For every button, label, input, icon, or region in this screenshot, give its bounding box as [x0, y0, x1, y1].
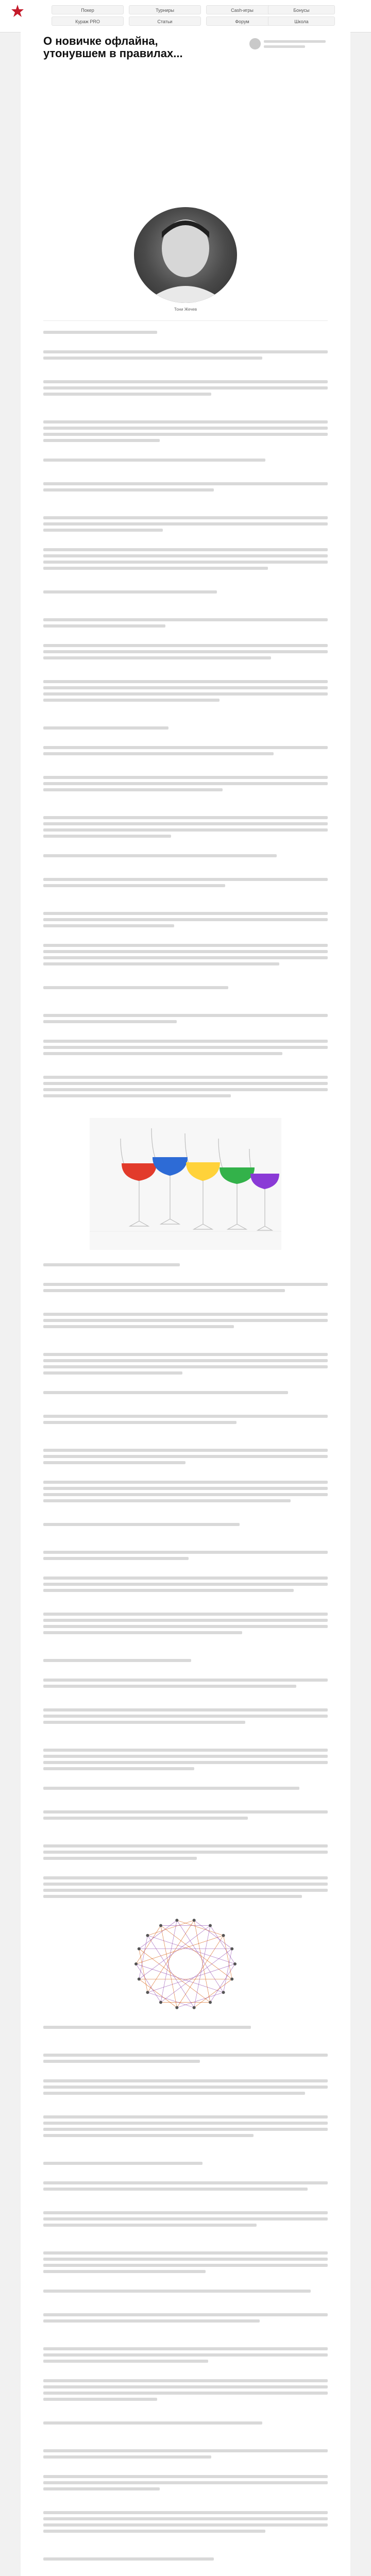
date-line — [264, 45, 305, 48]
article-paragraph — [43, 2475, 328, 2494]
article-paragraph — [43, 2511, 328, 2536]
article-paragraph — [43, 1787, 328, 1793]
article-paragraph — [43, 1708, 328, 1727]
article-paragraph — [43, 2347, 328, 2366]
article-paragraph — [43, 1810, 328, 1823]
article-paragraph — [43, 2557, 328, 2564]
article-paragraph — [43, 2449, 328, 2462]
article-paragraph — [43, 1353, 328, 1378]
article-paragraph — [43, 420, 328, 445]
nav-item-bonuses[interactable]: Бонусы — [268, 5, 335, 14]
diagram-node — [209, 2001, 212, 2004]
article-paragraph — [43, 590, 328, 597]
article-paragraph — [43, 2162, 328, 2168]
article-paragraph — [43, 350, 328, 363]
article-paragraph — [43, 746, 328, 758]
diagram-node — [193, 1919, 196, 1922]
diagram-node — [193, 2006, 196, 2009]
article-paragraph — [43, 854, 328, 860]
article-paragraph — [43, 2026, 328, 2032]
diagram-node — [175, 1919, 178, 1922]
article-paragraph — [43, 680, 328, 705]
article-paragraph — [43, 2251, 328, 2276]
diagram-image — [121, 1912, 250, 2015]
article-paragraph — [43, 1415, 328, 1427]
article-paragraph — [43, 1844, 328, 1863]
article-paragraph — [43, 2379, 328, 2404]
article-title: О новичке офлайна, утонувшем в правилах... — [43, 35, 183, 60]
article-paragraph — [43, 1076, 328, 1100]
article-paragraph — [43, 380, 328, 399]
author-line — [264, 40, 326, 43]
article-paragraph — [43, 1481, 328, 1505]
diagram-node — [230, 1977, 233, 1980]
diagram-node — [233, 1962, 237, 1965]
diagram-node — [159, 2001, 162, 2004]
article-paragraph — [43, 1749, 328, 1773]
article-paragraph — [43, 1449, 328, 1467]
author-portrait — [134, 207, 237, 303]
article-paragraph — [43, 816, 328, 841]
site-logo[interactable] — [4, 3, 31, 30]
diagram-node — [138, 1977, 141, 1980]
diagram-node — [146, 1991, 149, 1994]
article-paragraph — [43, 618, 328, 631]
author-avatar — [249, 38, 261, 49]
article-paragraph — [43, 2054, 328, 2066]
nav-item-school[interactable]: Школа — [268, 16, 335, 26]
article-paragraph — [43, 912, 328, 930]
wine-glasses-image — [90, 1118, 281, 1250]
article-paragraph — [43, 2181, 328, 2194]
diagram-node — [230, 1947, 233, 1951]
article-paragraph — [43, 1263, 328, 1269]
article-paragraph — [43, 2313, 328, 2326]
star-icon — [11, 4, 24, 18]
article-meta — [249, 37, 328, 58]
nav-item-forum[interactable]: Форум — [206, 16, 278, 26]
article-paragraph — [43, 726, 328, 733]
diagram-node — [159, 1924, 162, 1927]
nav-item-poker[interactable]: Покер — [52, 5, 124, 14]
diagram-node — [138, 1947, 141, 1951]
article-paragraph — [43, 1523, 328, 1529]
article-paragraph — [43, 482, 328, 495]
article-paragraph — [43, 2290, 328, 2296]
article-paragraph — [43, 1659, 328, 1665]
portrait-caption: Тони Жечев — [174, 307, 197, 312]
article-paragraph — [43, 548, 328, 573]
article-paragraph — [43, 1577, 328, 1595]
article-paragraph — [43, 1283, 328, 1295]
article-paragraph — [43, 2079, 328, 2098]
diagram-node — [222, 1934, 225, 1937]
diagram-node — [146, 1934, 149, 1937]
network-diagram — [121, 1912, 250, 2015]
diagram-node — [222, 1991, 225, 1994]
article-paragraph — [43, 331, 328, 337]
nav-item-articles[interactable]: Статьи — [129, 16, 201, 26]
glasses-photo — [90, 1118, 281, 1250]
article-paragraph — [43, 2421, 328, 2428]
diagram-node — [175, 2006, 178, 2009]
site-header — [0, 0, 371, 32]
article-paragraph — [43, 776, 328, 794]
article-paragraph — [43, 878, 328, 890]
article-paragraph — [43, 1876, 328, 1901]
nav-item-tournaments[interactable]: Турниры — [129, 5, 201, 14]
article-paragraph — [43, 1613, 328, 1637]
divider — [43, 320, 328, 321]
nav-item-pro[interactable]: Кураж PRO — [52, 16, 124, 26]
article-paragraph — [43, 944, 328, 969]
diagram-node — [209, 1924, 212, 1927]
article-paragraph — [43, 1313, 328, 1331]
article-paragraph — [43, 2115, 328, 2140]
article-paragraph — [43, 516, 328, 535]
article-paragraph — [43, 2211, 328, 2230]
article-paragraph — [43, 644, 328, 663]
article-paragraph — [43, 459, 328, 465]
article-paragraph — [43, 1679, 328, 1691]
diagram-node — [134, 1962, 138, 1965]
article-paragraph — [43, 1551, 328, 1563]
portrait-image — [134, 207, 237, 303]
article-paragraph — [43, 1040, 328, 1058]
main-nav — [52, 4, 340, 28]
article — [21, 32, 350, 2576]
article-paragraph — [43, 1391, 328, 1397]
nav-item-cash[interactable]: Cash-игры — [206, 5, 278, 14]
article-paragraph — [43, 1014, 328, 1026]
article-paragraph — [43, 986, 328, 992]
